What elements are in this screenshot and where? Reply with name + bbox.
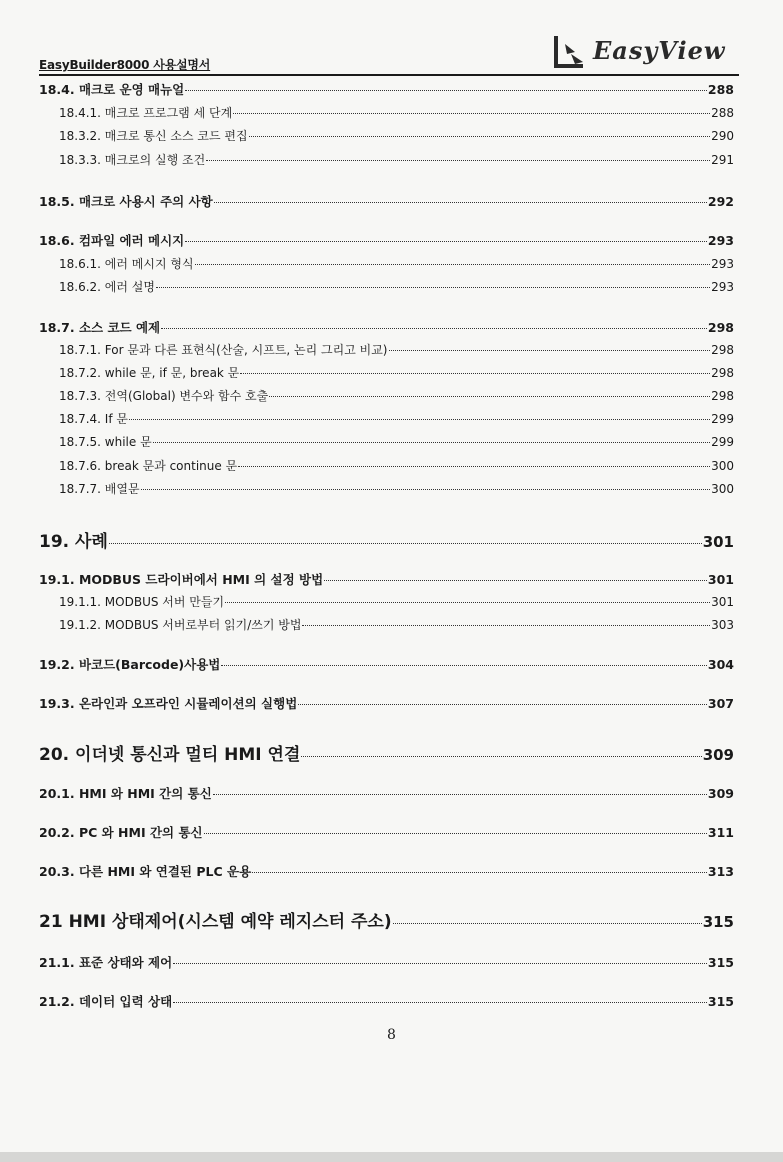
toc-chapter-20[interactable]: 20. 이더넷 통신과 멀티 HMI 연결 309 xyxy=(39,745,734,765)
toc-entry-18-7-4[interactable]: 18.7.4. If 문 299 xyxy=(59,412,734,426)
dot-leader xyxy=(156,287,710,288)
dot-leader xyxy=(214,202,707,203)
logo-text: EasyView xyxy=(593,36,726,65)
toc-entry-19-1-2[interactable]: 19.1.2. MODBUS 서버로부터 읽기/쓰기 방법 303 xyxy=(59,618,734,632)
toc-entry-18-4[interactable]: 18.4. 매크로 운영 매뉴얼 288 xyxy=(39,82,734,97)
manual-title: EasyBuilder8000 사용설명서 xyxy=(39,58,211,72)
dot-leader xyxy=(141,489,711,490)
dot-leader xyxy=(161,328,707,329)
dot-leader xyxy=(393,923,702,924)
dot-leader xyxy=(195,264,711,265)
toc-entry-19-3[interactable]: 19.3. 온라인과 오프라인 시뮬레이션의 실행법 307 xyxy=(39,696,734,711)
toc-entry-19-1-1[interactable]: 19.1.1. MODBUS 서버 만들기 301 xyxy=(59,595,734,609)
page-number: 8 xyxy=(387,1027,396,1043)
toc-entry-19-2[interactable]: 19.2. 바코드(Barcode)사용법 304 xyxy=(39,657,734,672)
toc-entry-18-7-2[interactable]: 18.7.2. while 문, if 문, break 문 298 xyxy=(59,366,734,380)
dot-leader xyxy=(389,350,711,351)
toc-entry-18-5[interactable]: 18.5. 매크로 사용시 주의 사항 292 xyxy=(39,194,734,209)
toc-entry-18-6[interactable]: 18.6. 컴파일 에러 메시지 293 xyxy=(39,233,734,248)
toc-entry-21-1[interactable]: 21.1. 표준 상태와 제어 315 xyxy=(39,955,734,970)
toc-entry-18-7-3[interactable]: 18.7.3. 전역(Global) 변수와 함수 호출 298 xyxy=(59,389,734,403)
dot-leader xyxy=(173,1002,707,1003)
toc-entry-18-7-5[interactable]: 18.7.5. while 문 299 xyxy=(59,435,734,449)
scan-bottom-edge xyxy=(0,1152,783,1162)
dot-leader xyxy=(206,160,710,161)
toc-entry-18-3-2[interactable]: 18.3.2. 매크로 통신 소스 코드 편집 290 xyxy=(59,129,734,143)
dot-leader xyxy=(298,704,707,705)
dot-leader xyxy=(153,442,710,443)
toc-entry-20-3[interactable]: 20.3. 다른 HMI 와 연결된 PLC 운용 313 xyxy=(39,864,734,879)
dot-leader xyxy=(249,136,711,137)
toc-entry-20-1[interactable]: 20.1. HMI 와 HMI 간의 통신 309 xyxy=(39,786,734,801)
dot-leader xyxy=(324,580,707,581)
toc-entry-18-7-7[interactable]: 18.7.7. 배열문 300 xyxy=(59,482,734,496)
toc-entry-21-2[interactable]: 21.2. 데이터 입력 상태 315 xyxy=(39,994,734,1009)
toc-entry-18-4-1[interactable]: 18.4.1. 매크로 프로그램 세 단계 288 xyxy=(59,106,734,120)
dot-leader xyxy=(301,756,701,757)
toc-entry-18-7[interactable]: 18.7. 소스 코드 예제 298 xyxy=(39,320,734,335)
toc-entry-18-6-2[interactable]: 18.6.2. 에러 설명 293 xyxy=(59,280,734,294)
toc-chapter-19[interactable]: 19. 사례 301 xyxy=(39,532,734,552)
toc-entry-18-6-1[interactable]: 18.6.1. 에러 메시지 형식 293 xyxy=(59,257,734,271)
dot-leader xyxy=(185,90,707,91)
dot-leader xyxy=(109,543,702,544)
dot-leader xyxy=(233,113,710,114)
toc-entry-20-2[interactable]: 20.2. PC 와 HMI 간의 통신 311 xyxy=(39,825,734,840)
toc-entry-18-7-1[interactable]: 18.7.1. For 문과 다른 표현식(산술, 시프트, 논리 그리고 비교) 298 xyxy=(59,343,734,357)
toc-chapter-21[interactable]: 21 HMI 상태제어(시스템 예약 레지스터 주소) 315 xyxy=(39,912,734,932)
dot-leader xyxy=(240,373,710,374)
dot-leader xyxy=(269,396,710,397)
dot-leader xyxy=(252,872,707,873)
dot-leader xyxy=(238,466,710,467)
dot-leader xyxy=(129,419,710,420)
dot-leader xyxy=(225,602,710,603)
dot-leader xyxy=(204,833,707,834)
dot-leader xyxy=(221,665,707,666)
toc-entry-18-3-3[interactable]: 18.3.3. 매크로의 실행 조건 291 xyxy=(59,153,734,167)
dot-leader xyxy=(173,963,707,964)
toc-entry-19-1[interactable]: 19.1. MODBUS 드라이버에서 HMI 의 설정 방법 301 xyxy=(39,572,734,587)
toc-entry-18-7-6[interactable]: 18.7.6. break 문과 continue 문 300 xyxy=(59,459,734,473)
dot-leader xyxy=(185,241,707,242)
dot-leader xyxy=(302,625,710,626)
dot-leader xyxy=(213,794,707,795)
